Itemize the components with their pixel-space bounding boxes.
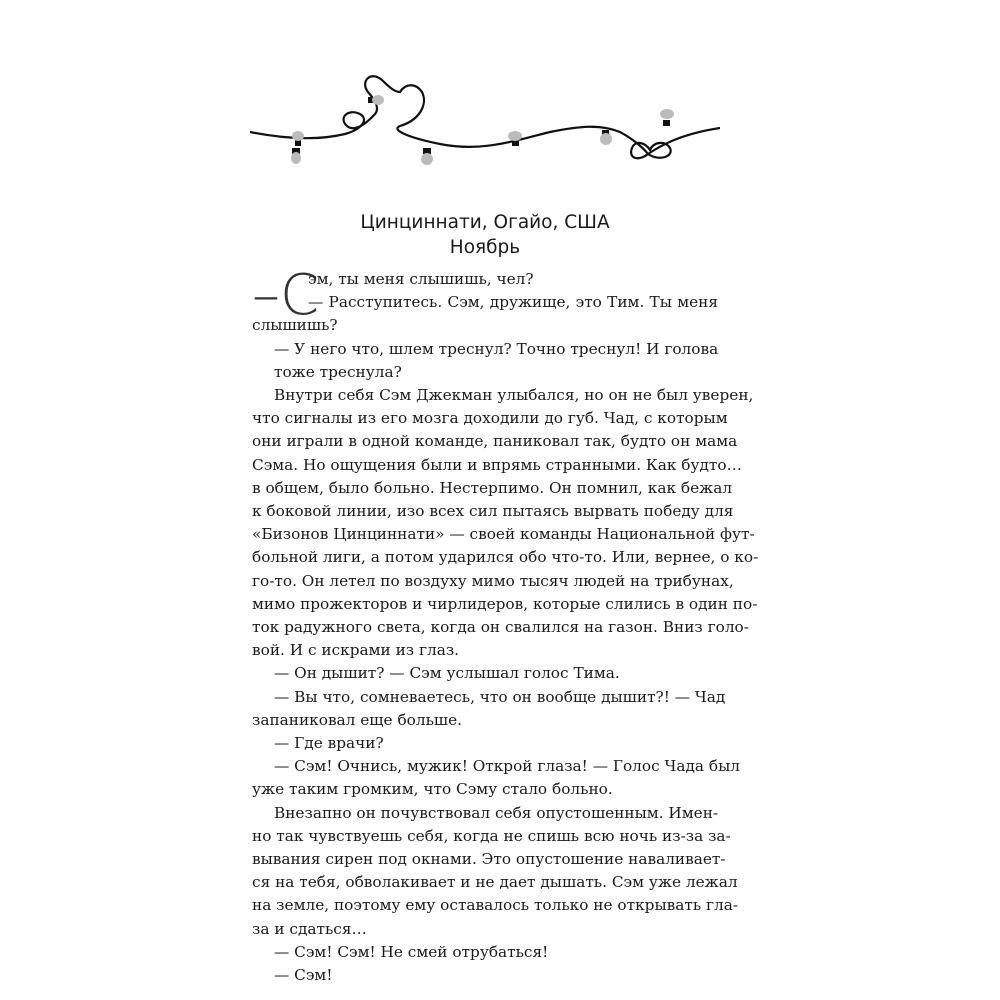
text-line: но так чувствуешь себя, когда не спишь всю ночь из-за за-	[252, 826, 731, 845]
text-line: — Сэм! Очнись, мужик! Открой глаза! — Голос Чада был	[274, 757, 740, 776]
body-text	[252, 268, 759, 987]
drop-cap-letter: С	[280, 263, 320, 328]
text-line: на земле, поэтому ему оставалось только не открывать гла-	[252, 896, 739, 915]
text-line: запаниковал еще больше.	[252, 710, 463, 729]
text-line: уже таким громким, что Сэму стало больно.	[252, 780, 613, 799]
text-line: — Где врачи?	[274, 734, 384, 753]
text-line: — Расступитесь. Сэм, дружище, это Тим. Ты меня	[308, 293, 718, 312]
text-line: вой. И с искрами из глаз.	[252, 641, 460, 660]
text-line: за и сдаться…	[252, 919, 367, 938]
text-line: Сэма. Но ощущения были и впрямь странными. Как будто…	[252, 455, 742, 474]
text-line: что сигналы из его мозга доходили до губ. Чад, с которым	[252, 409, 728, 428]
text-line: ся на тебя, обволакивает и не дает дышать. Сэм уже лежал	[252, 873, 738, 892]
heading-month: Ноябрь	[449, 237, 521, 258]
text-line: Внезапно он почувствовал себя опустошенным. Имен-	[274, 803, 719, 822]
text-line: эм, ты меня слышишь, чел?	[308, 270, 534, 288]
text-line: — У него что, шлем треснул? Точно треснул! И голова	[274, 339, 719, 358]
text-line: тоже треснула?	[274, 362, 402, 381]
text-line: больной лиги, а потом ударился обо что-то. Или, вернее, о ко-	[252, 548, 759, 567]
text-line: слышишь?	[252, 316, 338, 335]
string-of-lights-hearts-ornament	[250, 70, 720, 180]
chapter-heading	[250, 210, 720, 260]
text-line: — Сэм! Сэм! Не смей отрубаться!	[274, 942, 549, 961]
light-bulb-icon	[292, 131, 304, 146]
text-line: в общем, было больно. Нестерпимо. Он помнил, как бежал	[252, 478, 733, 497]
text-line: они играли в одной команде, паниковал так, будто он мама	[252, 432, 738, 451]
text-line: — Сэм!	[274, 966, 333, 985]
text-line: Внутри себя Сэм Джекман улыбался, но он не был уверен,	[274, 386, 754, 405]
text-line: «Бизонов Цинциннати» — своей команды Национальной фут-	[252, 525, 755, 544]
text-line: — Он дышит? — Сэм услышал голос Тима.	[274, 664, 620, 683]
text-line: к боковой линии, изо всех сил пытаясь вырвать победу для	[252, 502, 734, 521]
text-line: го-то. Он летел по воздуху мимо тысяч людей на трибунах,	[252, 571, 734, 590]
text-line: ток радужного света, когда он свалился на газон. Вниз голо-	[252, 618, 749, 637]
text-line: — Вы что, сомневаетесь, что он вообще дышит?! — Чад	[274, 687, 726, 706]
drop-cap-dash: –	[252, 263, 280, 328]
heading-place: Цинциннати, Огайо, США	[360, 212, 610, 233]
text-line: вывания сирен под окнами. Это опустошение наваливает-	[252, 850, 726, 869]
text-line: мимо прожекторов и чирлидеров, которые слились в один по-	[252, 594, 758, 613]
